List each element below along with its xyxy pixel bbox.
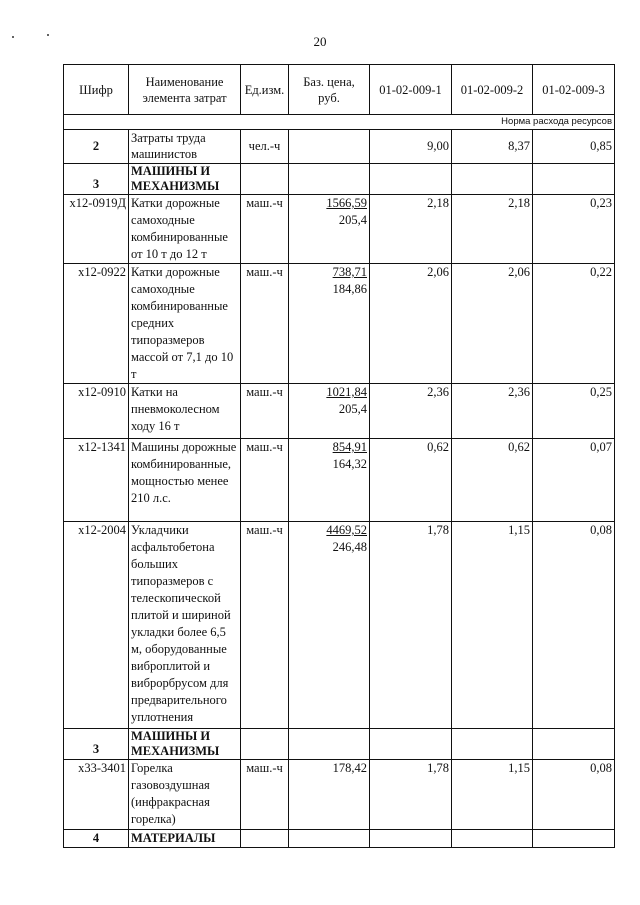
resource-norms-table [63, 64, 615, 848]
machine-v1: 1,78 [370, 522, 452, 729]
labor-v2: 8,37 [452, 130, 533, 164]
section-machines-2-row [64, 729, 615, 760]
machine-v3: 0,23 [533, 195, 615, 264]
machine-unit: маш.-ч [241, 264, 289, 384]
machine-v3: 0,08 [533, 522, 615, 729]
machine-price [289, 439, 370, 522]
machine-row-0 [64, 195, 615, 264]
machine-v1: 2,36 [370, 384, 452, 439]
section-materials-row [64, 830, 615, 848]
burner-unit: маш.-ч [241, 760, 289, 830]
header-name: Наименование элемента затрат [129, 65, 241, 115]
machine-v2: 2,06 [452, 264, 533, 384]
machine-code: х12-0922 [64, 264, 129, 384]
burner-row [64, 760, 615, 830]
burner-v3: 0,08 [533, 760, 615, 830]
machine-row-3 [64, 439, 615, 522]
section-machines-1-row [64, 164, 615, 195]
machine-unit: маш.-ч [241, 522, 289, 729]
machine-v1: 0,62 [370, 439, 452, 522]
burner-code: х33-3401 [64, 760, 129, 830]
burner-v2: 1,15 [452, 760, 533, 830]
section-machines-2-code: 3 [64, 729, 129, 760]
price-top: 854,91 [332, 440, 367, 454]
norma-label: Норма расхода ресурсов [64, 115, 615, 130]
machine-price [289, 384, 370, 439]
machine-v3: 0,25 [533, 384, 615, 439]
norma-row [64, 115, 615, 130]
machine-name: Катки дорожные самоходные комбинированные средних типоразмеров массой от 7,1 до 10 т [129, 264, 241, 384]
machine-code: х12-2004 [64, 522, 129, 729]
machine-row-1 [64, 264, 615, 384]
machine-unit: маш.-ч [241, 439, 289, 522]
labor-row [64, 130, 615, 164]
machine-price [289, 264, 370, 384]
machine-v2: 2,18 [452, 195, 533, 264]
machine-row-4 [64, 522, 615, 729]
machine-v2: 2,36 [452, 384, 533, 439]
burner-v1: 1,78 [370, 760, 452, 830]
header-col1: 01-02-009-1 [370, 65, 452, 115]
machine-v2: 1,15 [452, 522, 533, 729]
machine-price [289, 522, 370, 729]
machine-v3: 0,07 [533, 439, 615, 522]
machine-v2: 0,62 [452, 439, 533, 522]
section-materials-code: 4 [64, 830, 129, 848]
labor-code: 2 [64, 130, 129, 164]
section-machines-1-code: 3 [64, 164, 129, 195]
labor-v3: 0,85 [533, 130, 615, 164]
header-unit: Ед.изм. [241, 65, 289, 115]
machine-row-2 [64, 384, 615, 439]
header-code: Шифр [64, 65, 129, 115]
machine-name: Машины дорожные комбинированные, мощностью менее 210 л.с. [129, 439, 241, 522]
header-col2: 01-02-009-2 [452, 65, 533, 115]
price-top: 1021,84 [326, 385, 367, 399]
price-top: 738,71 [332, 265, 367, 279]
price-top: 1566,59 [326, 196, 367, 210]
machine-v1: 2,18 [370, 195, 452, 264]
header-col3: 01-02-009-3 [533, 65, 615, 115]
machine-unit: маш.-ч [241, 384, 289, 439]
section-machines-1-title: МАШИНЫ И МЕХАНИЗМЫ [129, 164, 241, 195]
price-bottom: 164,32 [332, 457, 367, 471]
price-bottom: 205,4 [338, 213, 367, 227]
machine-name: Катки на пневмоколесном ходу 16 т [129, 384, 241, 439]
machine-v1: 2,06 [370, 264, 452, 384]
page-number: 20 [313, 34, 327, 49]
header-price: Баз. цена, руб. [289, 65, 370, 115]
machine-unit: маш.-ч [241, 195, 289, 264]
burner-price: 178,42 [289, 760, 370, 830]
burner-name: Горелка газовоздушная (инфракрасная горелка) [129, 760, 241, 830]
section-machines-2-title: МАШИНЫ И МЕХАНИЗМЫ [129, 729, 241, 760]
labor-price [289, 130, 370, 164]
section-materials-title: МАТЕРИАЛЫ [129, 830, 241, 848]
price-bottom: 184,86 [332, 282, 367, 296]
price-bottom: 246,48 [332, 540, 367, 554]
price-bottom: 205,4 [338, 402, 367, 416]
labor-unit: чел.-ч [241, 130, 289, 164]
machine-name: Катки дорожные самоходные комбинированные от 10 т до 12 т [129, 195, 241, 264]
labor-name: Затраты труда машинистов [129, 130, 241, 164]
machine-price [289, 195, 370, 264]
price-top: 4469,52 [326, 523, 367, 537]
machine-code: х12-0919Д [64, 195, 129, 264]
header-row [64, 65, 615, 115]
machine-code: х12-1341 [64, 439, 129, 522]
machine-name: Укладчики асфальтобетона больших типоразмеров с телескопической плитой и шириной укладки более 6,5 м, оборудованные виброплитой и виброрбрусом для предварительного уплотнения [129, 522, 241, 729]
machine-code: х12-0910 [64, 384, 129, 439]
labor-v1: 9,00 [370, 130, 452, 164]
machine-v3: 0,22 [533, 264, 615, 384]
